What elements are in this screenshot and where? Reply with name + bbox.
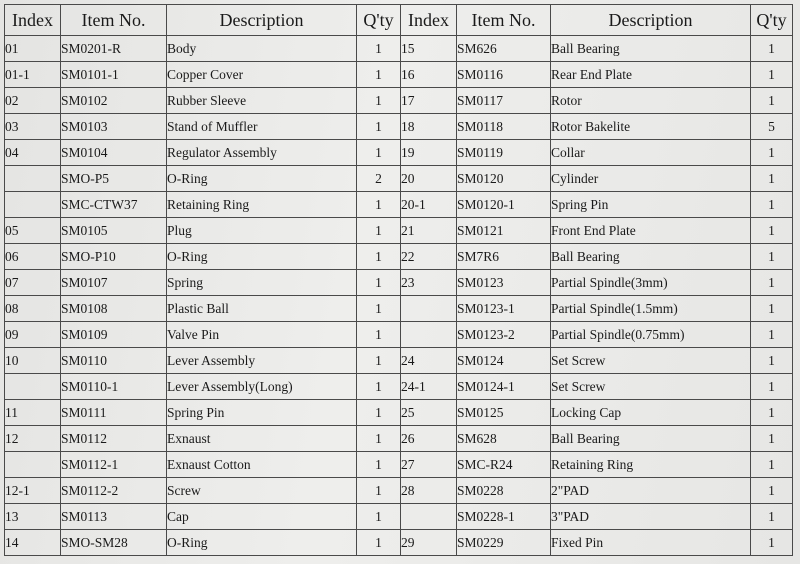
cell-description: Plug — [167, 218, 357, 244]
table-row — [5, 192, 793, 218]
cell-description: O-Ring — [167, 166, 357, 192]
cell-index: 09 — [5, 322, 61, 348]
header-description: Description — [167, 5, 357, 36]
header-qty: Q'ty — [751, 5, 793, 36]
cell-item-no: SM0108 — [61, 296, 167, 322]
cell-qty: 1 — [357, 426, 401, 452]
cell-description: Valve Pin — [167, 322, 357, 348]
cell-description: 3"PAD — [551, 504, 751, 530]
cell-item-no: SM0112 — [61, 426, 167, 452]
cell-index — [401, 296, 457, 322]
cell-index: 21 — [401, 218, 457, 244]
header-qty: Q'ty — [357, 5, 401, 36]
header-item-no: Item No. — [61, 5, 167, 36]
cell-description: Set Screw — [551, 374, 751, 400]
cell-item-no: SM0104 — [61, 140, 167, 166]
cell-qty: 1 — [357, 452, 401, 478]
cell-qty: 1 — [357, 270, 401, 296]
cell-index: 10 — [5, 348, 61, 374]
cell-item-no: SM0124-1 — [457, 374, 551, 400]
cell-description: Spring Pin — [167, 400, 357, 426]
cell-description: Locking Cap — [551, 400, 751, 426]
cell-qty: 1 — [357, 504, 401, 530]
cell-item-no: SM0228 — [457, 478, 551, 504]
cell-item-no: SM0103 — [61, 114, 167, 140]
cell-index: 14 — [5, 530, 61, 556]
cell-qty: 1 — [357, 192, 401, 218]
header-row — [5, 5, 793, 36]
cell-item-no: SMC-CTW37 — [61, 192, 167, 218]
cell-description: Rotor — [551, 88, 751, 114]
table-row — [5, 504, 793, 530]
cell-index: 01-1 — [5, 62, 61, 88]
table-row — [5, 166, 793, 192]
cell-qty: 1 — [357, 62, 401, 88]
cell-description: Partial Spindle(3mm) — [551, 270, 751, 296]
cell-qty: 5 — [751, 114, 793, 140]
cell-description: Rotor Bakelite — [551, 114, 751, 140]
cell-index: 20 — [401, 166, 457, 192]
cell-index: 17 — [401, 88, 457, 114]
cell-qty: 1 — [751, 296, 793, 322]
cell-item-no: SMO-P10 — [61, 244, 167, 270]
cell-description: Ball Bearing — [551, 36, 751, 62]
cell-qty: 1 — [357, 244, 401, 270]
cell-item-no: SM0113 — [61, 504, 167, 530]
cell-qty: 1 — [357, 218, 401, 244]
cell-qty: 1 — [751, 88, 793, 114]
cell-qty: 1 — [751, 374, 793, 400]
cell-index — [401, 504, 457, 530]
cell-item-no: SM0116 — [457, 62, 551, 88]
cell-description: Cap — [167, 504, 357, 530]
cell-item-no: SMO-P5 — [61, 166, 167, 192]
cell-index: 12 — [5, 426, 61, 452]
cell-description: Rear End Plate — [551, 62, 751, 88]
cell-index: 23 — [401, 270, 457, 296]
cell-description: Front End Plate — [551, 218, 751, 244]
header-description: Description — [551, 5, 751, 36]
cell-index: 24 — [401, 348, 457, 374]
table-row — [5, 452, 793, 478]
cell-qty: 1 — [357, 478, 401, 504]
cell-index: 20-1 — [401, 192, 457, 218]
table-row — [5, 478, 793, 504]
cell-index — [401, 322, 457, 348]
cell-index: 01 — [5, 36, 61, 62]
cell-index — [5, 452, 61, 478]
cell-item-no: SM0229 — [457, 530, 551, 556]
cell-qty: 1 — [751, 504, 793, 530]
cell-description: 2"PAD — [551, 478, 751, 504]
cell-item-no: SM0109 — [61, 322, 167, 348]
cell-description: O-Ring — [167, 530, 357, 556]
cell-description: Fixed Pin — [551, 530, 751, 556]
cell-description: Copper Cover — [167, 62, 357, 88]
cell-item-no: SM0101-1 — [61, 62, 167, 88]
cell-item-no: SMO-SM28 — [61, 530, 167, 556]
cell-qty: 1 — [357, 114, 401, 140]
cell-qty: 1 — [751, 166, 793, 192]
cell-item-no: SM0201-R — [61, 36, 167, 62]
cell-index: 19 — [401, 140, 457, 166]
cell-qty: 1 — [751, 400, 793, 426]
cell-qty: 1 — [751, 140, 793, 166]
cell-description: Retaining Ring — [167, 192, 357, 218]
cell-description: O-Ring — [167, 244, 357, 270]
cell-index: 03 — [5, 114, 61, 140]
table-row — [5, 426, 793, 452]
header-item-no: Item No. — [457, 5, 551, 36]
cell-qty: 2 — [357, 166, 401, 192]
cell-index — [5, 192, 61, 218]
cell-qty: 1 — [357, 296, 401, 322]
table-row — [5, 322, 793, 348]
cell-index: 12-1 — [5, 478, 61, 504]
cell-qty: 1 — [357, 400, 401, 426]
cell-qty: 1 — [357, 140, 401, 166]
cell-item-no: SM0120-1 — [457, 192, 551, 218]
cell-qty: 1 — [357, 530, 401, 556]
cell-item-no: SM0105 — [61, 218, 167, 244]
cell-index — [5, 374, 61, 400]
cell-qty: 1 — [751, 36, 793, 62]
cell-qty: 1 — [751, 62, 793, 88]
cell-index: 22 — [401, 244, 457, 270]
cell-index: 29 — [401, 530, 457, 556]
cell-index: 28 — [401, 478, 457, 504]
cell-description: Spring Pin — [551, 192, 751, 218]
cell-item-no: SM0111 — [61, 400, 167, 426]
cell-item-no: SM0118 — [457, 114, 551, 140]
cell-index: 25 — [401, 400, 457, 426]
cell-item-no: SM0112-2 — [61, 478, 167, 504]
cell-description: Lever Assembly(Long) — [167, 374, 357, 400]
cell-item-no: SMC-R24 — [457, 452, 551, 478]
cell-index: 11 — [5, 400, 61, 426]
parts-table-body — [5, 36, 793, 556]
cell-description: Rubber Sleeve — [167, 88, 357, 114]
table-row — [5, 244, 793, 270]
cell-item-no: SM0119 — [457, 140, 551, 166]
table-row — [5, 140, 793, 166]
table-row — [5, 374, 793, 400]
cell-item-no: SM0117 — [457, 88, 551, 114]
cell-index: 18 — [401, 114, 457, 140]
table-row — [5, 62, 793, 88]
table-row — [5, 400, 793, 426]
cell-item-no: SM628 — [457, 426, 551, 452]
table-row — [5, 114, 793, 140]
cell-description: Plastic Ball — [167, 296, 357, 322]
cell-item-no: SM0110 — [61, 348, 167, 374]
table-row — [5, 270, 793, 296]
table-row — [5, 218, 793, 244]
cell-item-no: SM7R6 — [457, 244, 551, 270]
cell-qty: 1 — [357, 374, 401, 400]
cell-qty: 1 — [751, 478, 793, 504]
cell-description: Spring — [167, 270, 357, 296]
cell-qty: 1 — [357, 348, 401, 374]
cell-description: Cylinder — [551, 166, 751, 192]
cell-qty: 1 — [751, 348, 793, 374]
cell-item-no: SM626 — [457, 36, 551, 62]
table-row — [5, 530, 793, 556]
cell-description: Partial Spindle(1.5mm) — [551, 296, 751, 322]
cell-description: Screw — [167, 478, 357, 504]
cell-item-no: SM0124 — [457, 348, 551, 374]
cell-item-no: SM0110-1 — [61, 374, 167, 400]
cell-qty: 1 — [357, 88, 401, 114]
table-row — [5, 88, 793, 114]
cell-index: 13 — [5, 504, 61, 530]
cell-description: Retaining Ring — [551, 452, 751, 478]
header-index: Index — [5, 5, 61, 36]
cell-qty: 1 — [751, 270, 793, 296]
table-row — [5, 348, 793, 374]
cell-description: Ball Bearing — [551, 426, 751, 452]
cell-item-no: SM0228-1 — [457, 504, 551, 530]
cell-index: 04 — [5, 140, 61, 166]
cell-item-no: SM0112-1 — [61, 452, 167, 478]
cell-description: Regulator Assembly — [167, 140, 357, 166]
cell-item-no: SM0121 — [457, 218, 551, 244]
cell-description: Exnaust — [167, 426, 357, 452]
cell-item-no: SM0107 — [61, 270, 167, 296]
cell-index: 02 — [5, 88, 61, 114]
cell-description: Exnaust Cotton — [167, 452, 357, 478]
cell-description: Stand of Muffler — [167, 114, 357, 140]
cell-item-no: SM0123 — [457, 270, 551, 296]
cell-qty: 1 — [751, 244, 793, 270]
cell-description: Partial Spindle(0.75mm) — [551, 322, 751, 348]
cell-item-no: SM0123-2 — [457, 322, 551, 348]
cell-qty: 1 — [751, 530, 793, 556]
cell-qty: 1 — [751, 322, 793, 348]
cell-index: 06 — [5, 244, 61, 270]
cell-index: 16 — [401, 62, 457, 88]
cell-index: 08 — [5, 296, 61, 322]
cell-qty: 1 — [751, 452, 793, 478]
cell-qty: 1 — [751, 218, 793, 244]
cell-description: Body — [167, 36, 357, 62]
cell-index: 15 — [401, 36, 457, 62]
cell-item-no: SM0120 — [457, 166, 551, 192]
parts-table — [4, 4, 793, 556]
cell-index: 07 — [5, 270, 61, 296]
cell-description: Lever Assembly — [167, 348, 357, 374]
cell-description: Set Screw — [551, 348, 751, 374]
header-index: Index — [401, 5, 457, 36]
cell-index: 26 — [401, 426, 457, 452]
cell-item-no: SM0125 — [457, 400, 551, 426]
cell-qty: 1 — [751, 192, 793, 218]
cell-index — [5, 166, 61, 192]
table-row — [5, 36, 793, 62]
cell-description: Collar — [551, 140, 751, 166]
cell-index: 27 — [401, 452, 457, 478]
table-row — [5, 296, 793, 322]
cell-description: Ball Bearing — [551, 244, 751, 270]
cell-item-no: SM0123-1 — [457, 296, 551, 322]
cell-index: 05 — [5, 218, 61, 244]
cell-qty: 1 — [751, 426, 793, 452]
cell-qty: 1 — [357, 322, 401, 348]
cell-qty: 1 — [357, 36, 401, 62]
cell-index: 24-1 — [401, 374, 457, 400]
cell-item-no: SM0102 — [61, 88, 167, 114]
